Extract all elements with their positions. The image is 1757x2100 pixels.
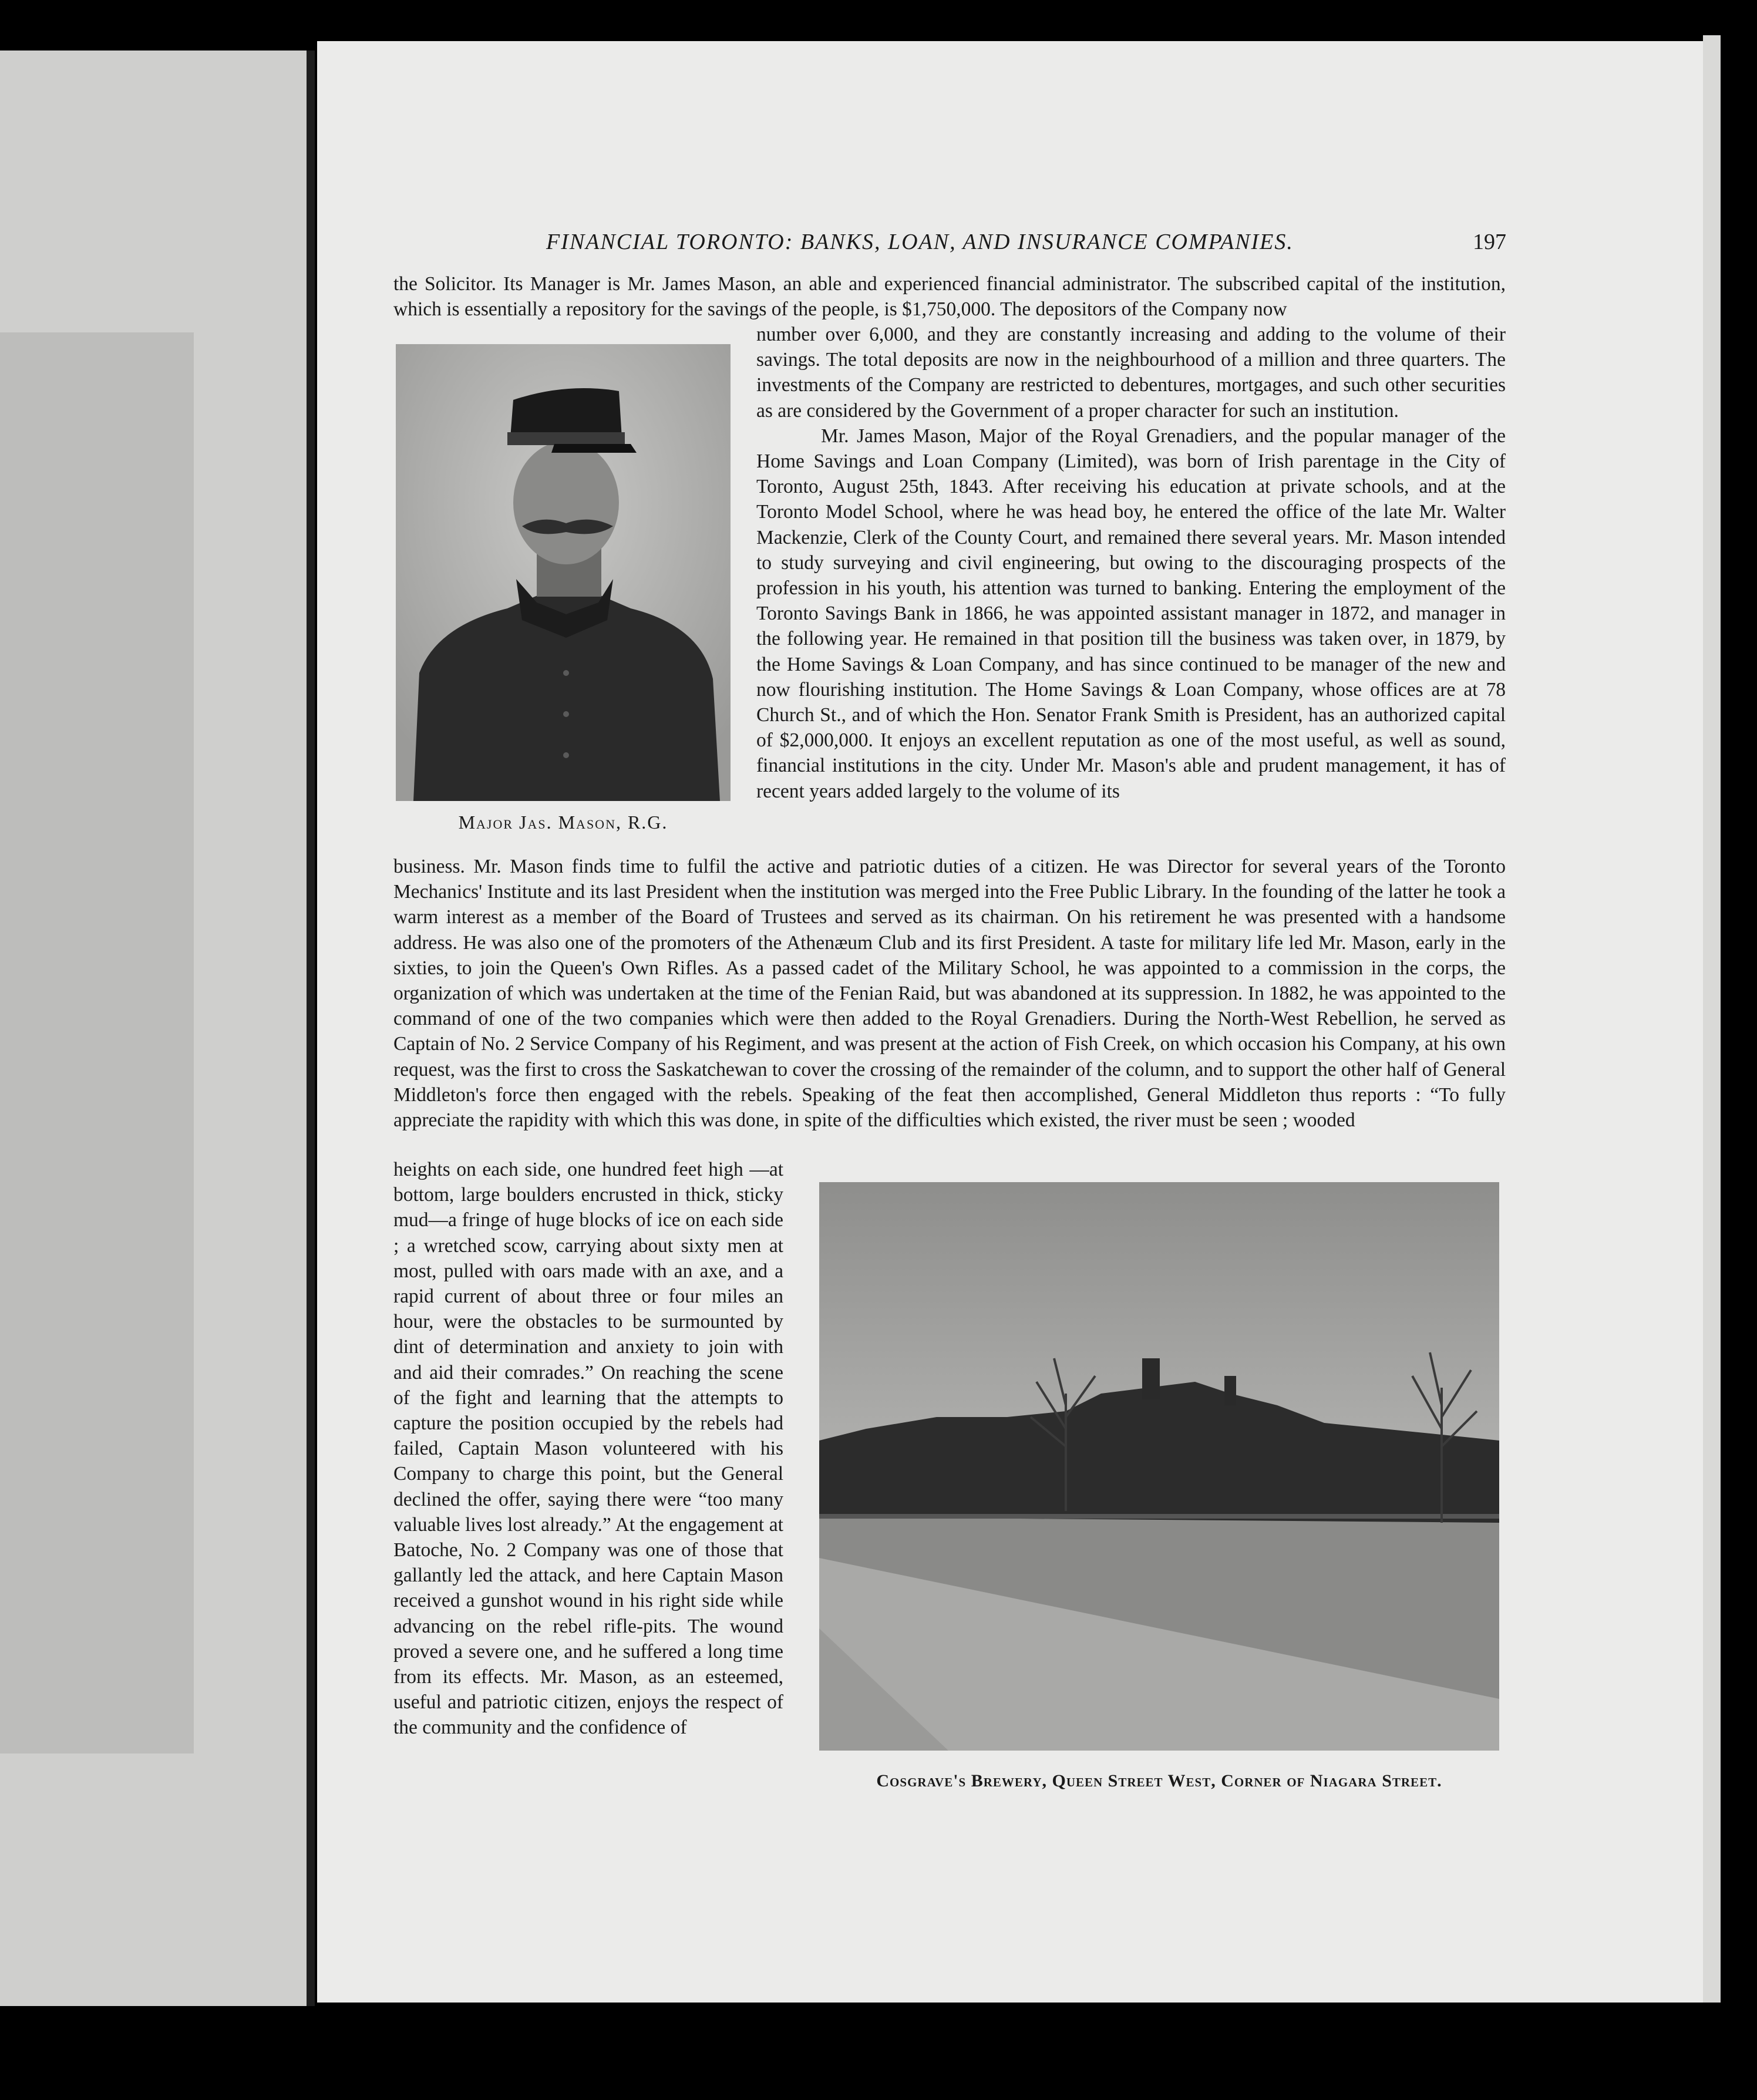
portrait-caption: Major Jas. Mason, R.G.	[458, 812, 668, 833]
portrait-illustration	[396, 344, 731, 801]
paragraph: number over 6,000, and they are constantly increasing and adding to the volume of their savings. The total deposits are now in the neighbourhood of a million and three quarters. The investments of the Company are restricted to debentures, mortgages, and such other securities as are considered by the Government of a proper character for such an institution.	[756, 324, 1506, 422]
opening-paragraph	[393, 271, 1506, 322]
paragraph: heights on each side, one hundred feet high —at bottom, large boulders encrusted in thick, sticky mud—a fringe of huge blocks of ice on each side ; a wretched scow, carrying about sixty men at most, pulled with oars made with an axe, and a rapid current of about three or four miles an hour, were the obstacles to be surmounted by dint of determination and anxiety to join with and aid their comrades.” On reaching the scene of the fight and learning that the attempts to capture the position occupied by the rebels had failed, Captain Mason volunteered with his Company to charge this point, but the General declined the offer, saying there were “too many valuable lives lost already.” At the engagement at Batoche, No. 2 Company was one of those that gallantly led the attack, and here Captain Mason received a gunshot wound in his right side while advancing on the rebel rifle-pits. The wound proved a severe one, and he suffered a long time from its effects. Mr. Mason, as an esteemed, useful and patriotic citizen, enjoys the respect of the community and the confidence of	[393, 1159, 783, 1739]
paragraph: the Solicitor. Its Manager is Mr. James Mason, an able and experienced financial administrator. The subscribed capital of the institution, which is essentially a repository for the savings of the people, is $1,750,000. The depositors of the Company now	[393, 273, 1506, 321]
page-number: 197	[1473, 230, 1506, 254]
facing-page	[0, 51, 311, 2006]
brewery-caption: Cosgrave's Brewery, Queen Street West, Corner of Niagara Street.	[876, 1771, 1442, 1791]
paragraph: Mr. James Mason, Major of the Royal Grenadiers, and the popular manager of the Home Savings and Loan Company (Limited), was born of Irish parentage in the City of Toronto, August 25th, 1843. After receiving his education at private schools, and at the Toronto Model School, where he was head boy, he entered the office of the late Mr. Walter Mackenzie, Clerk of the County Court, and remained there several years. Mr. Mason intended to study surveying and civil engineering, but owing to the discouraging prospects of the profession in his youth, his attention was turned to banking. Entering the employment of the Toronto Savings Bank in 1866, he was appointed assistant manager in 1872, and manager in the following year. He remained in that position till the business was taken over, in 1879, by the Home Savings & Loan Company, and has since continued to be manager of the new and now flourishing institution. The Home Savings & Loan Company, whose offices are at 78 Church St., and of which the Hon. Senator Frank Smith is President, has an authorized capital of $2,000,000. It enjoys an excellent reputation as one of the most useful, as well as sound, financial institutions in the city. Under Mr. Mason's able and prudent management, it has of recent years added largely to the volume of its	[756, 425, 1506, 802]
paragraph: business. Mr. Mason finds time to fulfil the active and patriotic duties of a citizen. He was Director for several years of the Toronto Mechanics' Institute and its last President when the institution was merged into the Free Public Library. In the founding of the latter he took a warm interest as a member of the Board of Trustees and served as its chairman. On his retirement he was presented with a handsome address. He was also one of the promoters of the Athenæum Club and its first President. A taste for military life led Mr. Mason, early in the sixties, to join the Queen's Own Rifles. As a passed cadet of the Military School, he was appointed to a commission in the corps, the organization of which was undertaken at the time of the Fenian Raid, but was abandoned at its suppression. In 1882, he was appointed to the command of one of the two companies which were then added to the Royal Grenadiers. During the North-West Rebellion, he served as Captain of No. 2 Service Company of his Regiment, and was present at the action of Fish Creek, on which occasion his Company, at his own request, was the first to cross the Saskatchewan to cover the crossing of the remainder of the column, and to support the other half of General Middleton's force then engaged with the rebels. Speaking of the feat then accomplished, General Middleton thus reports : “To fully appreciate the rapidity with which this was done, in spite of the difficulties which existed, the river must be seen ; wooded	[393, 856, 1506, 1132]
column-beside-portrait	[756, 322, 1506, 804]
book-spine	[307, 51, 315, 2006]
running-title: FINANCIAL TORONTO: BANKS, LOAN, AND INSURANCE COMPANIES.	[546, 230, 1294, 254]
portrait-photo	[396, 344, 731, 801]
narrow-column-text	[393, 1157, 783, 1741]
page-edge	[1703, 35, 1721, 2003]
full-width-paragraph	[393, 854, 1506, 1133]
facing-page-offset-print	[0, 332, 194, 1754]
brewery-photo	[819, 1182, 1499, 1751]
brewery-illustration	[819, 1182, 1499, 1751]
